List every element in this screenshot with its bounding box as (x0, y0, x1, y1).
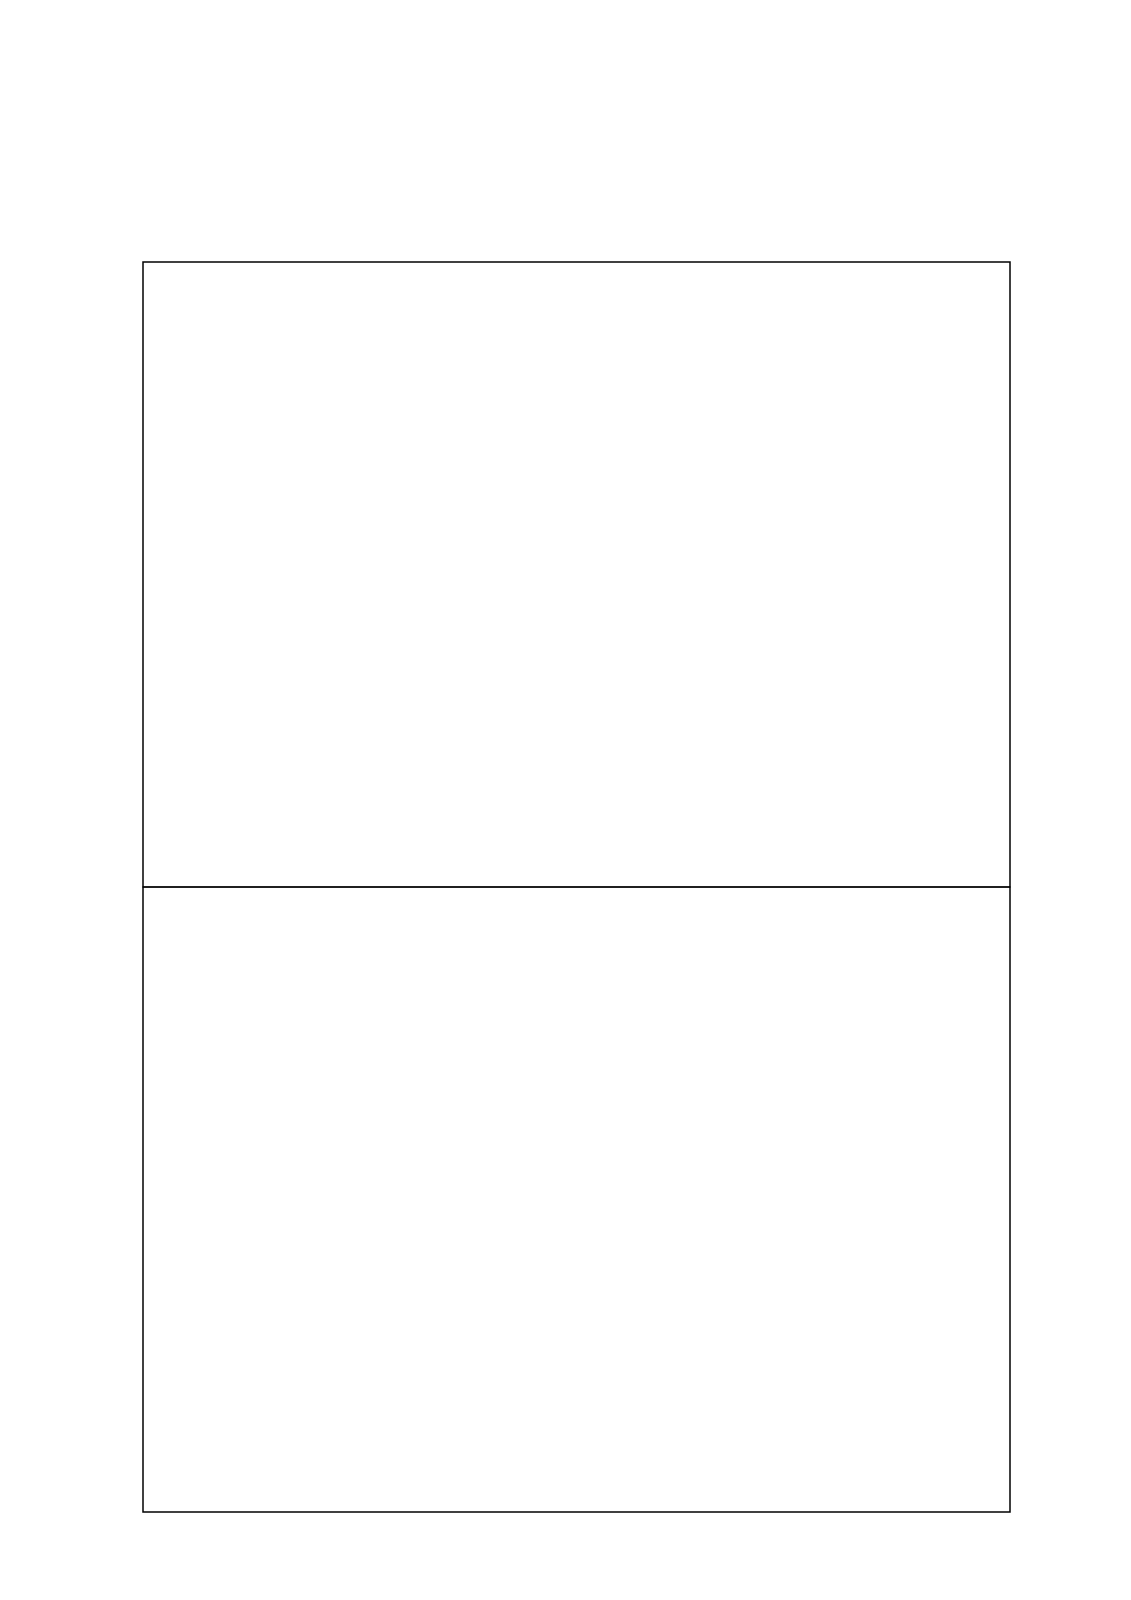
top-plot-frame (143, 262, 1010, 887)
bottom-panel (143, 887, 1010, 1512)
top-panel (143, 262, 1010, 887)
bottom-plot-frame (143, 887, 1010, 1512)
